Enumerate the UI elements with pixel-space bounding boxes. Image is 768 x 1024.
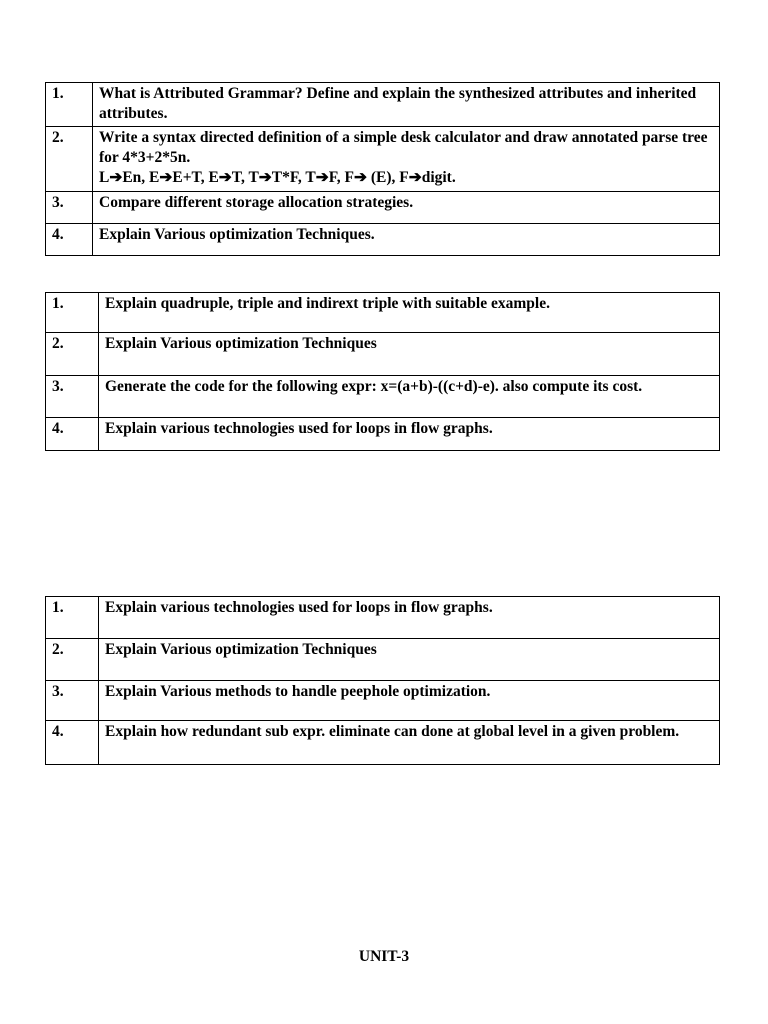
question-table-1 bbox=[45, 82, 720, 256]
question-number: 3. bbox=[46, 192, 93, 224]
question-number: 1. bbox=[46, 293, 99, 333]
question-text: Explain quadruple, triple and indirext triple with suitable example. bbox=[99, 293, 720, 333]
question-text: Write a syntax directed definition of a simple desk calculator and draw annotated parse tree for 4*3+2*5n. bbox=[99, 129, 708, 166]
question-number: 2. bbox=[46, 127, 93, 192]
question-table-3 bbox=[45, 596, 720, 765]
question-number: 4. bbox=[46, 418, 99, 451]
question-text: Explain Various optimization Techniques bbox=[99, 333, 720, 376]
table-row bbox=[46, 721, 720, 765]
question-number: 4. bbox=[46, 224, 93, 256]
unit-heading: UNIT-3 bbox=[358, 948, 410, 965]
question-cell bbox=[93, 127, 720, 192]
table-row bbox=[46, 681, 720, 721]
question-number: 2. bbox=[46, 639, 99, 681]
grammar-productions: L➔En, E➔E+T, E➔T, T➔T*F, T➔F, F➔ (E), F➔digit. bbox=[99, 169, 456, 186]
table-row bbox=[46, 127, 720, 192]
table-row bbox=[46, 293, 720, 333]
question-text: Explain how redundant sub expr. eliminate can done at global level in a given problem. bbox=[99, 721, 720, 765]
question-number: 2. bbox=[46, 333, 99, 376]
question-text: Explain Various optimization Techniques. bbox=[93, 224, 720, 256]
table-row bbox=[46, 224, 720, 256]
table-row bbox=[46, 597, 720, 639]
question-number: 1. bbox=[46, 597, 99, 639]
question-text: Explain Various methods to handle peephole optimization. bbox=[99, 681, 720, 721]
question-text: Explain various technologies used for loops in flow graphs. bbox=[99, 418, 720, 451]
question-text: What is Attributed Grammar? Define and explain the synthesized attributes and inherited attributes. bbox=[93, 83, 720, 127]
question-number: 4. bbox=[46, 721, 99, 765]
table-row bbox=[46, 333, 720, 376]
table-row bbox=[46, 83, 720, 127]
table-row bbox=[46, 418, 720, 451]
table-row bbox=[46, 192, 720, 224]
question-text: Explain various technologies used for loops in flow graphs. bbox=[99, 597, 720, 639]
question-table-2 bbox=[45, 292, 720, 451]
question-text: Explain Various optimization Techniques bbox=[99, 639, 720, 681]
question-text: Compare different storage allocation strategies. bbox=[93, 192, 720, 224]
table-row bbox=[46, 639, 720, 681]
question-number: 1. bbox=[46, 83, 93, 127]
question-number: 3. bbox=[46, 376, 99, 418]
table-row bbox=[46, 376, 720, 418]
question-text: Generate the code for the following expr: x=(a+b)-((c+d)-e). also compute its cost. bbox=[99, 376, 720, 418]
question-number: 3. bbox=[46, 681, 99, 721]
